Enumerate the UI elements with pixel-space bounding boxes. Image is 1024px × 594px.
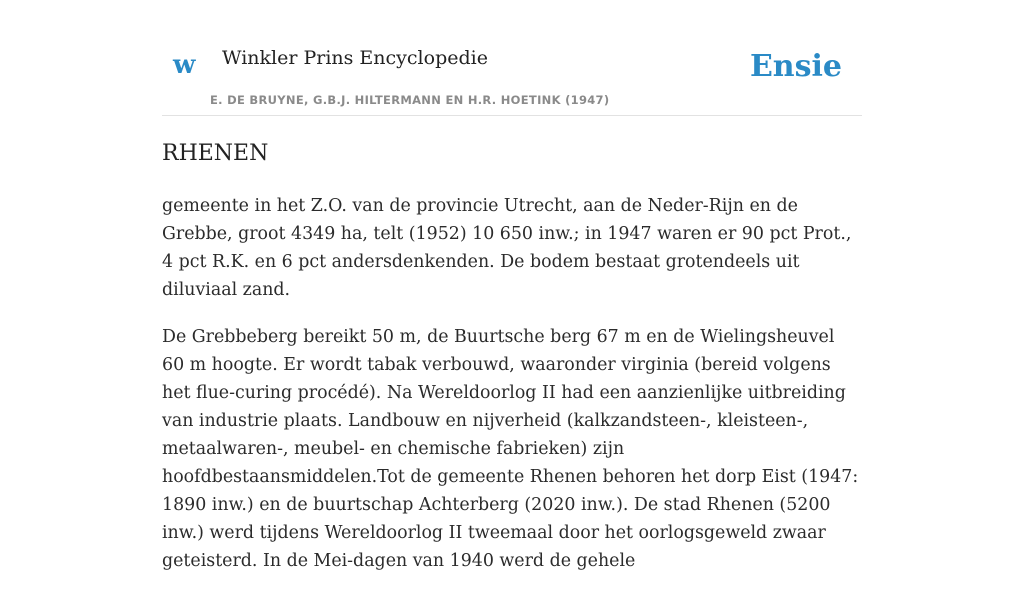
site-header: [162, 36, 862, 116]
source-title[interactable]: Winkler Prins Encyclopedie: [222, 47, 488, 69]
entry-title: RHENEN: [162, 141, 269, 166]
entry-paragraph-2: De Grebbeberg bereikt 50 m, de Buurtsche berg 67 m en de Wielingsheuvel 60 m hoogte. Er wordt tabak verbouwd, waaronder virginia (bereid volgens het flue-curing procédé). Na Wereldoorlog II had een aanzienlijke uitbreiding van industrie plaats. Landbouw en nijverheid (kalkzandsteen-, kleisteen-, metaalwaren-, meubel- en chemische fabrieken) zijn hoofdbestaansmiddelen.Tot de gemeente Rhenen behoren het dorp Eist (1947: 1890 inw.) en de buurtschap Achterberg (2020 inw.). De stad Rhenen (5200 inw.) werd tijdens Wereldoorlog II tweemaal door het oorlogsgeweld zwaar geteisterd. In de Mei-dagen van 1940 werd de gehele: [162, 327, 859, 571]
source-authors: E. DE BRUYNE, G.B.J. HILTERMANN EN H.R. HOETINK (1947): [210, 93, 610, 107]
entry-paragraph-1: gemeente in het Z.O. van de provincie Utrecht, aan de Neder-Rijn en de Grebbe, groot 4349 ha, telt (1952) 10 650 inw.; in 1947 waren er 90 pct Prot., 4 pct R.K. en 6 pct andersdenkenden. De bodem bestaat grotendeels uit diluviaal zand.: [162, 196, 852, 300]
winkler-prins-logo[interactable]: w: [173, 50, 196, 80]
entry-body: [162, 192, 862, 594]
ensie-logo[interactable]: Ensie: [749, 49, 842, 84]
